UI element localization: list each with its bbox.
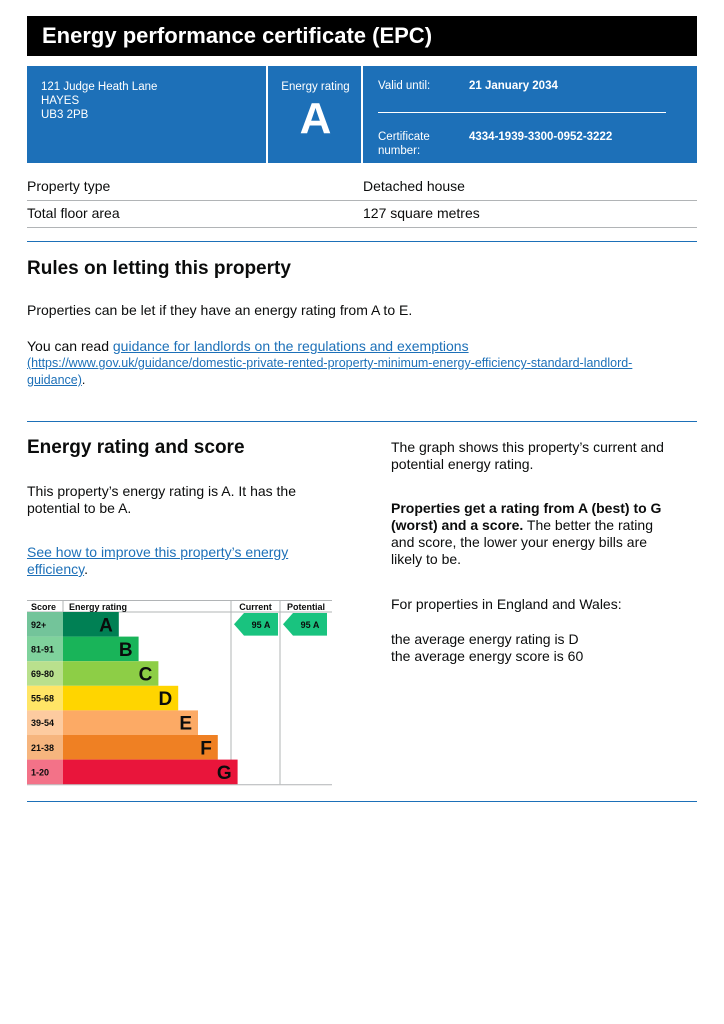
- chart-header-rating: Energy rating: [69, 602, 128, 612]
- property-row: [27, 201, 697, 228]
- band-score-label: 81-91: [31, 644, 55, 655]
- improve-link-line-1: [27, 544, 288, 561]
- divider: [378, 112, 666, 113]
- address-line-3: UB3 2PB: [41, 109, 89, 121]
- letting-heading: Rules on letting this property: [27, 258, 291, 279]
- floor-area-label: Total floor area: [27, 205, 120, 221]
- floor-area-value: 127 square metres: [363, 205, 480, 221]
- band-letter: F: [200, 738, 212, 760]
- average-rating: the average energy rating is D: [391, 631, 579, 647]
- score-heading: Energy rating and score: [27, 437, 245, 458]
- guidance-url-suffix: .: [81, 373, 86, 387]
- average-score: the average energy score is 60: [391, 648, 584, 664]
- score-paragraph-line-1: This property’s energy rating is A. It has the: [27, 483, 296, 499]
- band-score-label: 21-38: [31, 742, 55, 753]
- band-score-label: 39-54: [31, 718, 55, 729]
- improve-link-1[interactable]: See how to improve this property’s energy: [27, 544, 289, 560]
- rating-bold-1: Properties get a rating from A (best) to G: [391, 500, 662, 516]
- potential-arrow-label: 95 A: [300, 619, 320, 630]
- certificate-label-1: Certificate: [378, 131, 430, 143]
- rating-rest-1: The better the rating: [523, 517, 653, 533]
- current-arrow-label: 95 A: [251, 619, 271, 630]
- letting-guidance: [27, 338, 697, 355]
- property-row: [27, 174, 697, 201]
- section-divider: [27, 801, 697, 802]
- band-score-label: 55-68: [31, 693, 55, 704]
- band-bar-f: [63, 735, 218, 760]
- guidance-link[interactable]: guidance for landlords on the regulations and exemptions: [112, 338, 469, 354]
- guidance-prefix: You can read: [27, 338, 113, 354]
- band-letter: C: [138, 664, 153, 686]
- property-type-label: Property type: [27, 178, 111, 194]
- improve-link-line-2: [27, 561, 88, 578]
- band-letter: D: [158, 689, 173, 711]
- energy-rating-chart: [27, 600, 332, 788]
- rating-bold-2: (worst) and a score.: [391, 517, 524, 533]
- band-bar-e: [63, 710, 198, 735]
- band-score-label: 1-20: [31, 767, 50, 778]
- improve-link-suffix: .: [84, 561, 88, 577]
- certificate-number: 4334-1939-3300-0952-3222: [469, 131, 613, 143]
- band-letter: E: [179, 713, 192, 735]
- address-line-2: HAYES: [41, 95, 80, 107]
- energy-rating-value: A: [299, 94, 332, 143]
- address-line-1: 121 Judge Heath Lane: [41, 81, 158, 93]
- chart-header-potential: Potential: [286, 602, 326, 612]
- band-bar-g: [63, 760, 238, 785]
- chart-header-score: Score: [31, 602, 57, 612]
- guidance-url-line-2: [27, 372, 85, 389]
- property-type-value: Detached house: [363, 178, 465, 194]
- band-score-label: 92+: [31, 619, 47, 630]
- summary-box: [27, 66, 697, 163]
- guidance-url-link-2[interactable]: guidance): [27, 373, 82, 387]
- energy-rating-label: Energy rating: [281, 81, 350, 93]
- valid-until-value: 21 January 2034: [469, 80, 558, 92]
- improve-link-2[interactable]: efficiency: [27, 561, 85, 577]
- certificate-label-2: number:: [378, 145, 421, 157]
- rating-rest-3: likely to be.: [391, 551, 462, 567]
- section-divider: [27, 241, 697, 242]
- graph-text-2: potential energy rating.: [391, 456, 534, 472]
- page-title: Energy performance certificate (EPC): [27, 16, 697, 56]
- guidance-url: [27, 355, 697, 372]
- band-letter: A: [99, 615, 113, 637]
- section-divider: [27, 421, 697, 422]
- graph-text-1: The graph shows this property’s current and: [391, 439, 664, 455]
- guidance-url-link-1[interactable]: (https://www.gov.uk/guidance/domestic-private-rented-property-minimum-energy-efficiency-standard-landlord-: [27, 356, 633, 370]
- valid-until-label: Valid until:: [378, 80, 431, 92]
- rating-rest-2: and score, the lower your energy bills are: [391, 534, 648, 550]
- letting-paragraph: Properties can be let if they have an energy rating from A to E.: [27, 302, 413, 318]
- chart-header-current: Current: [239, 602, 272, 612]
- divider: [361, 66, 363, 163]
- band-letter: G: [216, 762, 232, 784]
- england-text: For properties in England and Wales:: [391, 596, 622, 612]
- rating-text-line-2: [391, 517, 653, 534]
- score-paragraph-line-2: potential to be A.: [27, 500, 132, 516]
- band-score-label: 69-80: [31, 669, 55, 679]
- band-letter: B: [118, 639, 133, 661]
